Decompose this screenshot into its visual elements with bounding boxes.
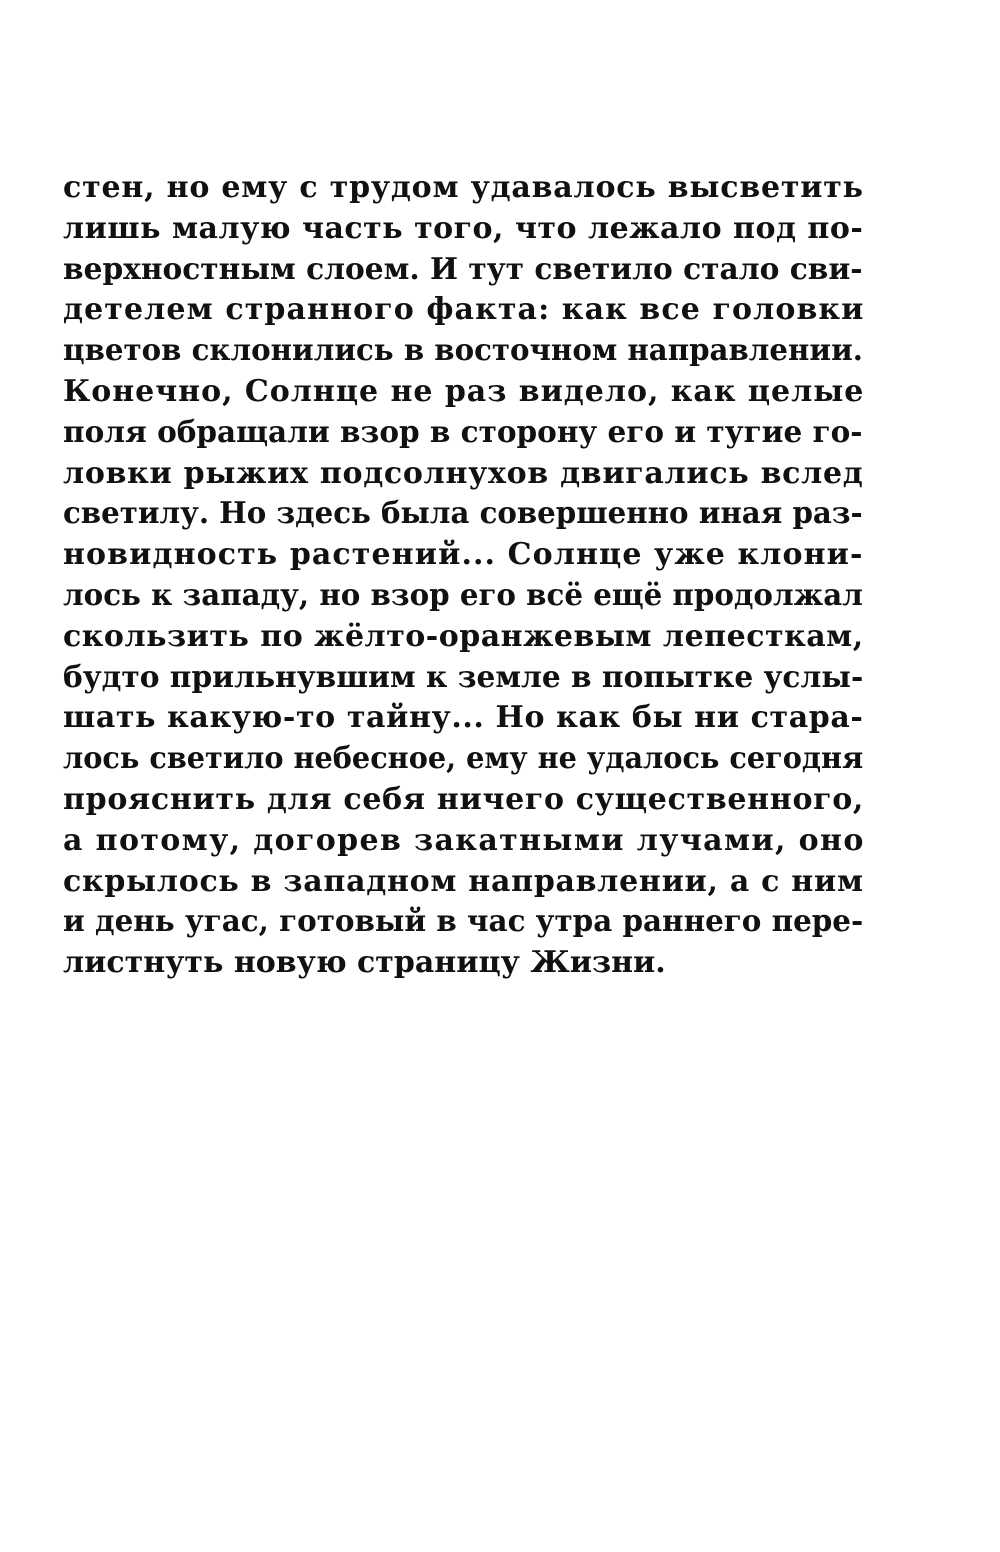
text-line: лось светило небесное, ему не удалось сегодня bbox=[63, 741, 864, 777]
text-line: лось к западу, но взор его всё ещё продолжал bbox=[63, 577, 863, 613]
text-line: будто прильнувшим к земле в попытке услы- bbox=[63, 659, 864, 695]
text-line: детелем странного факта: как все головки bbox=[63, 292, 865, 328]
text-line: скользить по жёлто-оранжевым лепесткам, bbox=[63, 618, 864, 654]
text-line: прояснить для себя ничего существенного, bbox=[63, 781, 865, 817]
text-line: новидность растений... Солнце уже клони- bbox=[63, 537, 864, 573]
text-line: и день угас, готовый в час утра раннего пере- bbox=[63, 904, 864, 940]
text-line: верхностным слоем. И тут светило стало сви- bbox=[63, 251, 863, 287]
text-line: шать какую-то тайну... Но как бы ни стара- bbox=[63, 700, 864, 736]
text-line: ловки рыжих подсолнухов двигались вслед bbox=[63, 455, 864, 491]
body-paragraph bbox=[63, 168, 863, 984]
text-line: а потому, догорев закатными лучами, оно bbox=[63, 822, 865, 858]
text-line: цветов склонились в восточном направлении. bbox=[63, 333, 863, 369]
text-line: стен, но ему с трудом удавалось высветить bbox=[63, 170, 864, 205]
text-line: Конечно, Солнце не раз видело, как целые bbox=[63, 373, 865, 409]
text-line-last: листнуть новую страницу Жизни. bbox=[63, 945, 666, 981]
text-line: поля обращали взор в сторону его и тугие го- bbox=[63, 414, 863, 450]
text-line: лишь малую часть того, что лежало под по- bbox=[63, 210, 864, 246]
text-line: светилу. Но здесь была совершенно иная раз- bbox=[63, 496, 863, 532]
text-line: скрылось в западном направлении, а с ним bbox=[63, 863, 864, 899]
